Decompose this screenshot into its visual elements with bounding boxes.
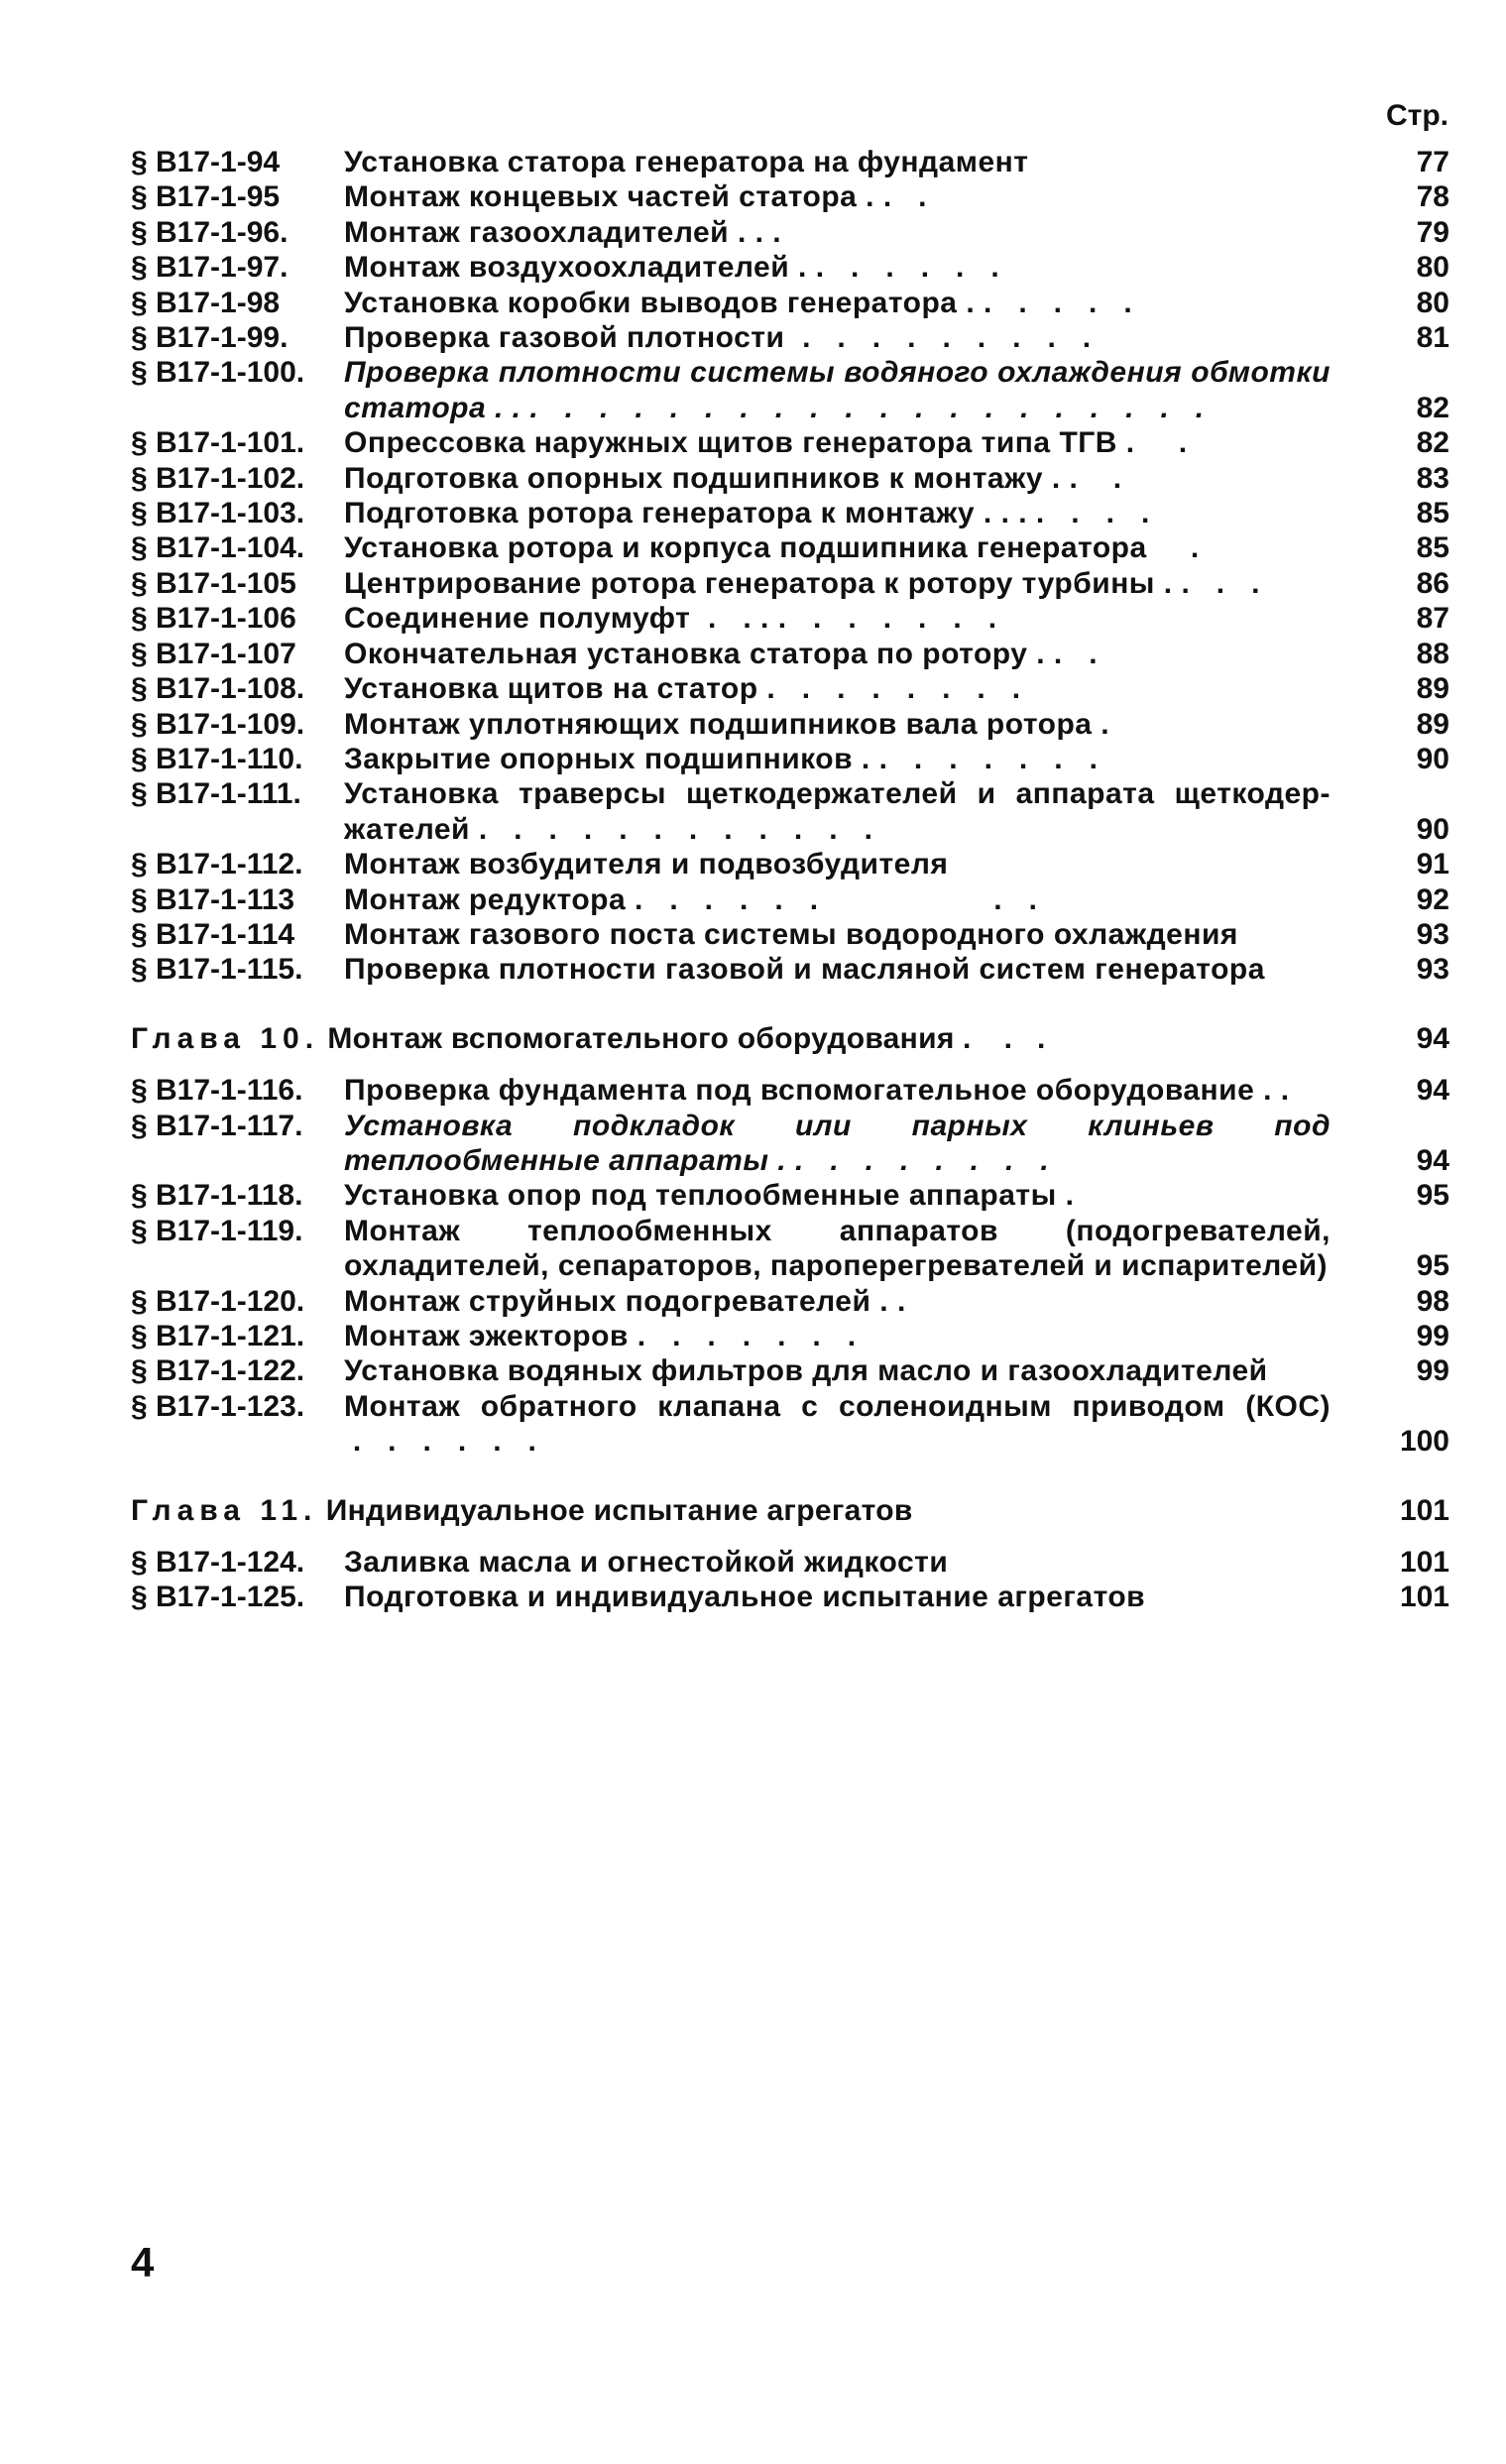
page-number: 94 xyxy=(1416,1143,1449,1177)
section-title: Подготовка и индивидуальное испытание агрегатов xyxy=(344,1581,1146,1614)
dot-leader: . . . xyxy=(1027,637,1099,670)
section-code: § В17-1-112. xyxy=(131,848,303,881)
section-title: Установка статора генератора на фундамент xyxy=(344,146,1029,178)
section-code: § В17-1-107 xyxy=(131,637,296,670)
toc-entry xyxy=(131,461,1449,496)
section-title: Опрессовка наружных щитов генератора типа ТГВ xyxy=(344,426,1117,460)
page-number: 85 xyxy=(1416,497,1449,530)
section-title: Проверка плотности газовой и масляной систем генератора xyxy=(344,953,1265,987)
toc-entry xyxy=(131,1178,1449,1213)
section-title: Установка ротора и корпуса подшипника генератора xyxy=(344,531,1147,565)
section-title-block xyxy=(344,601,1331,636)
section-title-block xyxy=(344,286,1331,320)
section-code: § В17-1-102. xyxy=(131,461,305,495)
toc-entry xyxy=(131,250,1449,285)
toc-entry xyxy=(131,1214,1449,1284)
page-number: 89 xyxy=(1416,707,1449,741)
section-title-block xyxy=(344,179,1331,214)
section-title-block xyxy=(344,461,1331,496)
section-title-block xyxy=(344,1580,1331,1614)
section-title-block xyxy=(344,250,1331,285)
section-title: Центрирование ротора генератора к ротору турбины xyxy=(344,566,1155,600)
footer-page-number: 4 xyxy=(131,2239,155,2286)
page-number: 93 xyxy=(1416,953,1449,987)
page-number: 86 xyxy=(1416,566,1449,600)
dot-leader: . . xyxy=(1254,1074,1290,1108)
chapter-number: Глава 11. xyxy=(131,1493,318,1527)
page-number: 101 xyxy=(1399,1581,1449,1614)
toc-entry xyxy=(131,1109,1449,1179)
toc-entry xyxy=(131,917,1449,952)
page-number: 100 xyxy=(1399,1425,1449,1459)
section-title-block xyxy=(344,1389,1331,1460)
dot-leader: . . . . . . . . . . xyxy=(690,602,997,636)
page-number: 94 xyxy=(1416,1021,1449,1055)
page-number: 90 xyxy=(1416,742,1449,775)
section-title-block xyxy=(344,355,1331,425)
toc-entry xyxy=(131,742,1449,776)
page-number: 99 xyxy=(1416,1320,1449,1352)
page-number: 83 xyxy=(1416,461,1449,495)
section-code: § В17-1-118. xyxy=(131,1179,303,1213)
section-title: Окончательная установка статора по ротору xyxy=(344,637,1028,670)
page-number: 93 xyxy=(1416,917,1449,951)
page-number: 101 xyxy=(1399,1493,1449,1527)
toc-entry xyxy=(131,707,1449,742)
toc-entry xyxy=(131,1073,1449,1108)
section-code: § В17-1-120. xyxy=(131,1284,305,1318)
page-number: 85 xyxy=(1416,531,1449,565)
dot-leader: . . . . . . xyxy=(344,1425,537,1459)
page-number: 94 xyxy=(1416,1074,1449,1108)
toc-entry xyxy=(131,496,1449,530)
page-number: 78 xyxy=(1416,180,1449,214)
toc-entry xyxy=(131,320,1449,355)
section-title-block xyxy=(344,671,1331,706)
section-title: Установка опор под теплообменные аппараты xyxy=(344,1179,1057,1213)
section-title: Монтаж воздухоохладителей xyxy=(344,251,790,285)
dot-leader: . xyxy=(1056,1179,1075,1213)
page-number: 79 xyxy=(1416,215,1449,249)
toc-entry xyxy=(131,637,1449,671)
page-number: 89 xyxy=(1416,672,1449,706)
section-title: Установка щитов на статор xyxy=(344,672,758,706)
section-title-block xyxy=(344,637,1331,671)
section-title-block xyxy=(344,952,1331,987)
section-title: Проверка плотности системы водяного охлаждения обмотки статора xyxy=(344,356,1331,424)
dot-leader: . . . xyxy=(857,180,928,214)
table-of-contents xyxy=(131,145,1449,1615)
page-number: 82 xyxy=(1416,426,1449,460)
section-code: § В17-1-96. xyxy=(131,215,289,249)
section-title: Монтаж редуктора xyxy=(344,882,627,916)
toc-entry xyxy=(131,145,1449,179)
section-title: Подготовка ротора генератора к монтажу xyxy=(344,497,976,530)
page-number: 95 xyxy=(1416,1249,1449,1283)
section-title: Монтаж обратного клапана с соленоидным приводом (КОС) xyxy=(344,1389,1331,1423)
section-title: Монтаж теплообменных аппаратов (подогревателей, охладителей, сепараторов, пароперегревателей и испарителей) xyxy=(344,1214,1331,1283)
dot-leader: . . . xyxy=(954,1021,1046,1055)
section-code: § В17-1-113 xyxy=(131,882,295,916)
toc-entry xyxy=(131,566,1449,601)
section-title: Установка коробки выводов генератора xyxy=(344,286,958,319)
chapter-heading xyxy=(131,1021,1449,1056)
dot-leader: . . . . xyxy=(1154,566,1260,600)
section-code: § В17-1-94 xyxy=(131,146,281,178)
section-title: Установка траверсы щеткодержателей и аппарата щеткодер-жателей xyxy=(344,777,1331,846)
toc-entry xyxy=(131,286,1449,320)
section-title-block xyxy=(344,1073,1331,1108)
toc-entry xyxy=(131,847,1449,881)
section-title: Монтаж эжекторов xyxy=(344,1320,629,1352)
dot-leader: . . xyxy=(870,1284,906,1318)
toc-entry xyxy=(131,601,1449,636)
toc-entry xyxy=(131,1353,1449,1388)
page-number: 81 xyxy=(1416,321,1449,355)
section-title: Монтаж струйных подогревателей xyxy=(344,1284,871,1318)
page-number: 99 xyxy=(1416,1354,1449,1388)
dot-leader: . . . . . . . . xyxy=(626,882,1038,916)
section-title-block xyxy=(344,847,1331,881)
page-number: 101 xyxy=(1399,1546,1449,1580)
toc-entry xyxy=(131,671,1449,706)
toc-entry xyxy=(131,1389,1449,1460)
section-title-block xyxy=(344,566,1331,601)
chapter-heading xyxy=(131,1493,1449,1528)
section-title: Монтаж концевых частей статора xyxy=(344,180,858,214)
page-number: 87 xyxy=(1416,602,1449,636)
section-title-block xyxy=(344,917,1331,952)
section-code: § В17-1-119. xyxy=(131,1214,303,1247)
section-title: Монтаж газового поста системы водородного охлаждения xyxy=(344,917,1238,951)
section-title-block xyxy=(344,1545,1331,1580)
page-number: 91 xyxy=(1416,848,1449,881)
section-title-block xyxy=(344,425,1331,460)
section-code: § В17-1-109. xyxy=(131,707,305,741)
section-code: § В17-1-117. xyxy=(131,1109,303,1142)
section-title: Проверка газовой плотности xyxy=(344,321,785,355)
section-title: Монтаж газоохладителей xyxy=(344,215,730,249)
section-title-block xyxy=(344,1214,1331,1284)
section-code: § В17-1-114 xyxy=(131,917,295,951)
toc-entry xyxy=(131,1580,1449,1614)
section-code: § В17-1-115. xyxy=(131,953,303,987)
toc-entry xyxy=(131,215,1449,250)
chapter-title: Индивидуальное испытание агрегатов xyxy=(325,1493,913,1527)
toc-entry xyxy=(131,1319,1449,1353)
section-code: § В17-1-106 xyxy=(131,602,296,636)
page-number: 88 xyxy=(1416,637,1449,670)
section-code: § В17-1-105 xyxy=(131,566,296,600)
section-code: § В17-1-108. xyxy=(131,672,305,706)
page-number: 80 xyxy=(1416,251,1449,285)
section-title: Монтаж возбудителя и подвозбудителя xyxy=(344,848,949,881)
section-title-block xyxy=(344,530,1331,565)
section-code: § В17-1-123. xyxy=(131,1389,305,1423)
dot-leader: . . . . . . . xyxy=(975,497,1150,530)
section-title-block xyxy=(344,1319,1331,1353)
page-number: 77 xyxy=(1416,146,1449,178)
dot-leader: . . . . . . . . . xyxy=(768,1143,1050,1177)
section-code: § В17-1-101. xyxy=(131,426,305,460)
section-title: Проверка фундамента под вспомогательное оборудование xyxy=(344,1074,1255,1108)
section-title-block xyxy=(344,145,1331,179)
page-column-label: Стр. xyxy=(1385,99,1448,132)
dot-leader: . . . . . . . . . . . . xyxy=(470,812,873,846)
toc-entry xyxy=(131,882,1449,917)
page-number: 82 xyxy=(1416,391,1449,424)
section-code: § В17-1-122. xyxy=(131,1354,305,1388)
section-title-block xyxy=(344,215,1331,250)
section-title-block xyxy=(344,496,1331,530)
toc-entry xyxy=(131,952,1449,987)
toc-entry xyxy=(131,355,1449,425)
toc-entry xyxy=(131,776,1449,847)
dot-leader: . . . . . . . xyxy=(789,251,1000,285)
toc-entry xyxy=(131,1284,1449,1319)
page-number: 95 xyxy=(1416,1179,1449,1213)
chapter-number: Глава 10. xyxy=(131,1021,320,1055)
section-code: § В17-1-121. xyxy=(131,1320,305,1352)
dot-leader: . . xyxy=(1116,426,1188,460)
dot-leader: . . . xyxy=(1043,461,1122,495)
dot-leader: . . . . . . . . xyxy=(853,742,1099,775)
section-title: Установка подкладок или парных клиньев под теплообменные аппараты xyxy=(344,1109,1331,1177)
section-code: § В17-1-97. xyxy=(131,251,289,285)
section-code: § В17-1-104. xyxy=(131,531,305,565)
section-title: Соединение полумуфт xyxy=(344,602,691,636)
toc-entry xyxy=(131,530,1449,565)
section-title-block xyxy=(344,742,1331,776)
section-title-block xyxy=(344,1178,1331,1213)
toc-entry xyxy=(131,425,1449,460)
section-code: § В17-1-95 xyxy=(131,180,281,214)
toc-entry xyxy=(131,1545,1449,1580)
section-title-block xyxy=(344,1284,1331,1319)
dot-leader: . xyxy=(1146,531,1200,565)
section-code: § В17-1-110. xyxy=(131,742,303,775)
section-code: § В17-1-100. xyxy=(131,356,305,390)
section-title-block xyxy=(344,882,1331,917)
section-title-block xyxy=(344,1109,1331,1179)
chapter-title: Монтаж вспомогательного оборудования xyxy=(327,1021,955,1055)
page-number: 90 xyxy=(1416,812,1449,846)
dot-leader: . . . . . . . . . . . . . . . . . . . . . . xyxy=(486,391,1205,424)
section-code: § В17-1-116. xyxy=(131,1074,303,1108)
section-code: § В17-1-99. xyxy=(131,321,289,355)
dot-leader: . . . xyxy=(729,215,782,249)
dot-leader: . xyxy=(1092,707,1110,741)
dot-leader: . . . . . . . xyxy=(628,1320,857,1352)
section-code: § В17-1-111. xyxy=(131,777,301,811)
dot-leader: . . . . . . xyxy=(957,286,1133,319)
toc-entry xyxy=(131,179,1449,214)
section-code: § В17-1-98 xyxy=(131,286,281,319)
section-code: § В17-1-125. xyxy=(131,1581,305,1614)
page-number: 80 xyxy=(1416,286,1449,319)
page-number: 92 xyxy=(1416,882,1449,916)
dot-leader: . . . . . . . . . xyxy=(784,321,1092,355)
section-title: Закрытие опорных подшипников xyxy=(344,742,854,775)
page-number: 98 xyxy=(1416,1284,1449,1318)
section-title: Подготовка опорных подшипников к монтажу xyxy=(344,461,1044,495)
section-title-block xyxy=(344,707,1331,742)
dot-leader: . . . . . . . . xyxy=(757,672,1021,706)
section-title-block xyxy=(344,776,1331,847)
section-title: Установка водяных фильтров для масло и газоохладителей xyxy=(344,1354,1268,1388)
section-title-block xyxy=(344,320,1331,355)
section-title: Монтаж уплотняющих подшипников вала ротора xyxy=(344,707,1093,741)
section-code: § В17-1-124. xyxy=(131,1546,305,1580)
section-title-block xyxy=(344,1353,1331,1388)
section-code: § В17-1-103. xyxy=(131,497,305,530)
section-title: Заливка масла и огнестойкой жидкости xyxy=(344,1546,949,1580)
